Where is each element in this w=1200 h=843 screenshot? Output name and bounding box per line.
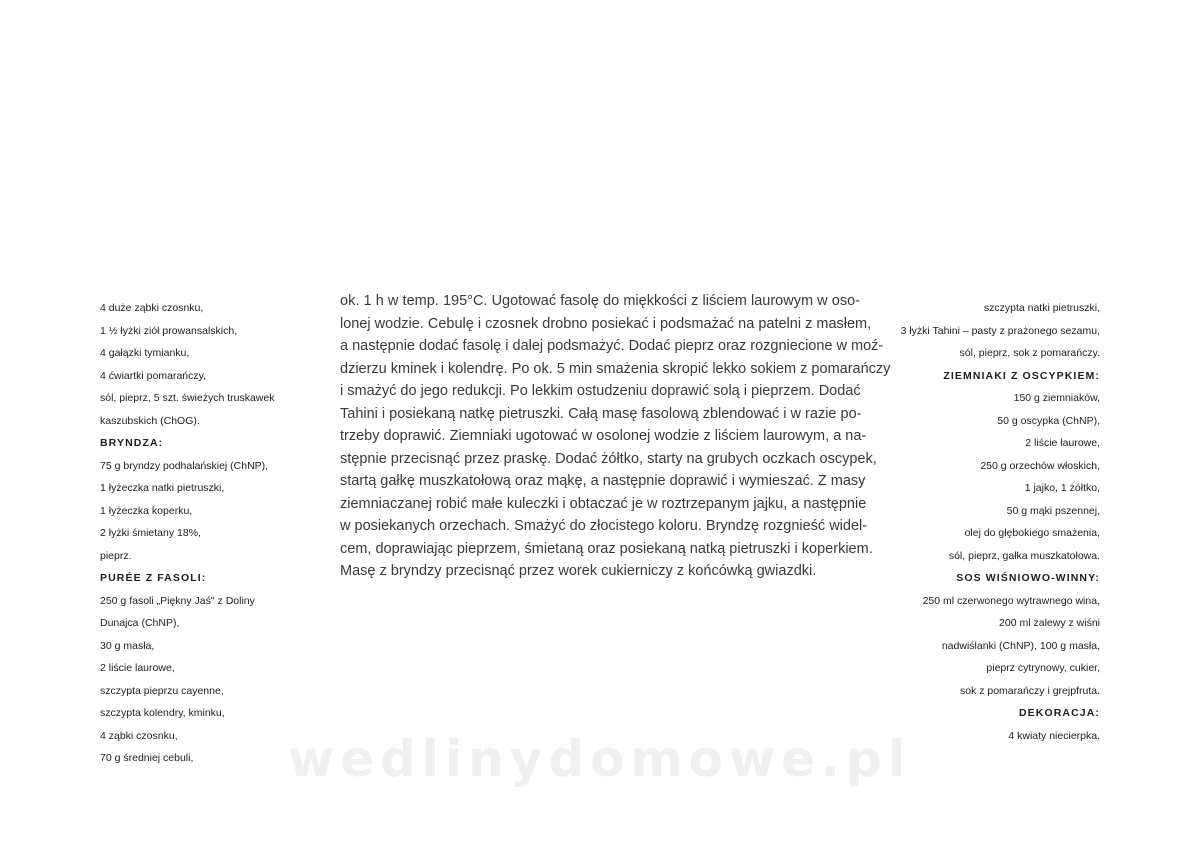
ingredient-line: sól, pieprz, gałka muszkatołowa. [948, 549, 1100, 562]
ingredient-line: sok z pomarańczy i grejpfruta. [959, 684, 1100, 697]
instruction-line: cem, doprawiając pieprzem, śmietaną oraz posiekaną natką pietruszki i koperkiem. [340, 540, 873, 557]
ingredient-line: 30 g masła, [100, 639, 155, 652]
instruction-line: stępnie przecisnąć przez praskę. Dodać żółtko, starty na grubych oczkach oscypek, [340, 450, 877, 467]
ingredient-line: pieprz cytrynowy, cukier, [986, 662, 1100, 674]
ingredient-line: szczypta natki pietruszki, [983, 302, 1100, 314]
ingredient-line: 1 jajko, 1 żółtko, [1024, 482, 1100, 494]
ingredient-line: 250 ml czerwonego wytrawnego wina, [922, 594, 1100, 607]
instruction-line: a następnie dodać fasolę i dalej podsmażyć. Dodać pieprz oraz rozgniecione w moź- [340, 338, 884, 354]
ingredient-line: Dunajca (ChNP), [100, 617, 180, 629]
ingredients-left-column [100, 297, 300, 770]
ingredient-line: 4 duże ząbki czosnku, [100, 302, 204, 314]
ingredient-line: 1 łyżeczka natki pietruszki, [100, 482, 225, 494]
ingredient-line: pieprz. [100, 549, 132, 562]
ingredients-right-column [870, 297, 1100, 747]
ingredient-line: szczypta kolendry, kminku, [100, 707, 225, 719]
ingredient-line: 150 g ziemniaków, [1013, 392, 1100, 404]
ingredient-line: 1 łyżeczka koperku, [100, 504, 193, 517]
ingredient-line: kaszubskich (ChOG). [100, 414, 200, 427]
ingredient-line: nadwiślanki (ChNP), 100 g masła, [941, 639, 1100, 652]
watermark: wedlinydomowe.pl [288, 730, 911, 788]
recipe-instructions [340, 290, 891, 583]
ingredient-line: 250 g fasoli „Piękny Jaś" z Doliny [100, 594, 255, 607]
ingredient-line: 4 ząbki czosnku, [100, 729, 178, 742]
ingredient-line: 4 kwiaty niecierpka. [1008, 729, 1100, 742]
ingredient-line: 4 gałązki tymianku, [100, 347, 190, 359]
ingredient-line: 75 g bryndzy podhalańskiej (ChNP), [100, 459, 269, 472]
ingredient-line: 250 g orzechów włoskich, [980, 459, 1100, 472]
section-heading-bryndza: BRYNDZA: [100, 437, 164, 449]
ingredient-line: 70 g średniej cebuli, [100, 752, 194, 764]
ingredient-line: 2 liście laurowe, [100, 662, 175, 674]
ingredient-line: 3 łyżki Tahini – pasty z prażonego sezamu, [900, 324, 1100, 337]
ingredient-line: 2 łyżki śmietany 18%, [100, 527, 201, 539]
instruction-line: Tahini i posiekaną natkę pietruszki. Całą masę fasolową zblendować i w razie po- [340, 405, 862, 422]
ingredient-line: olej do głębokiego smażenia, [964, 527, 1100, 539]
ingredient-line: 2 liście laurowe, [1025, 437, 1100, 449]
instruction-line: lonej wodzie. Cebulę i czosnek drobno posiekać i podsmażać na patelni z masłem, [340, 315, 872, 332]
ingredient-line: sól, pieprz, 5 szt. świeżych truskawek [100, 392, 275, 404]
instruction-line: Masę z bryndzy przecisnąć przez worek cukierniczy z końcówką gwiazdki. [340, 563, 817, 579]
ingredient-line: 200 ml zalewy z wiśni [999, 617, 1100, 629]
instruction-line: w posiekanych orzechach. Smażyć do złocistego koloru. Bryndzę rozgnieść widel- [340, 518, 868, 534]
section-heading-puree: PURÉE Z FASOLI: [100, 572, 207, 584]
instruction-line: ok. 1 h w temp. 195°C. Ugotować fasolę do miękkości z liściem laurowym w oso- [340, 293, 860, 309]
instruction-line: i smażyć do jego redukcji. Po lekkim ostudzeniu doprawić solą i pieprzem. Dodać [340, 383, 861, 399]
section-heading-sos: SOS WIŚNIOWO-WINNY: [956, 572, 1100, 584]
section-heading-ziemniaki: ZIEMNIAKI Z OSCYPKIEM: [943, 369, 1100, 382]
instruction-line: ziemniaczanej robić małe kuleczki i obtaczać je w roztrzepanym jajku, a następnie [340, 495, 867, 512]
ingredient-line: 1 ½ łyżki ziół prowansalskich, [100, 324, 238, 337]
ingredient-line: 50 g mąki pszennej, [1006, 504, 1100, 517]
instruction-line: startą gałkę muszkatołową oraz mąkę, a następnie doprawić i wymieszać. Z masy [340, 473, 866, 489]
section-heading-dekoracja: DEKORACJA: [1018, 707, 1100, 719]
ingredient-line: sól, pieprz, sok z pomarańczy. [959, 347, 1100, 359]
instruction-line: dzierzu kminek i kolendrę. Po ok. 5 min smażenia skropić lekko sokiem z pomarańczy [340, 360, 891, 377]
instruction-line: trzeby doprawić. Ziemniaki ugotować w osolonej wodzie z liściem laurowym, a na- [340, 428, 867, 444]
ingredient-line: szczypta pieprzu cayenne, [100, 684, 224, 697]
ingredient-line: 50 g oscypka (ChNP), [997, 414, 1100, 427]
ingredient-line: 4 ćwiartki pomarańczy, [100, 369, 207, 382]
